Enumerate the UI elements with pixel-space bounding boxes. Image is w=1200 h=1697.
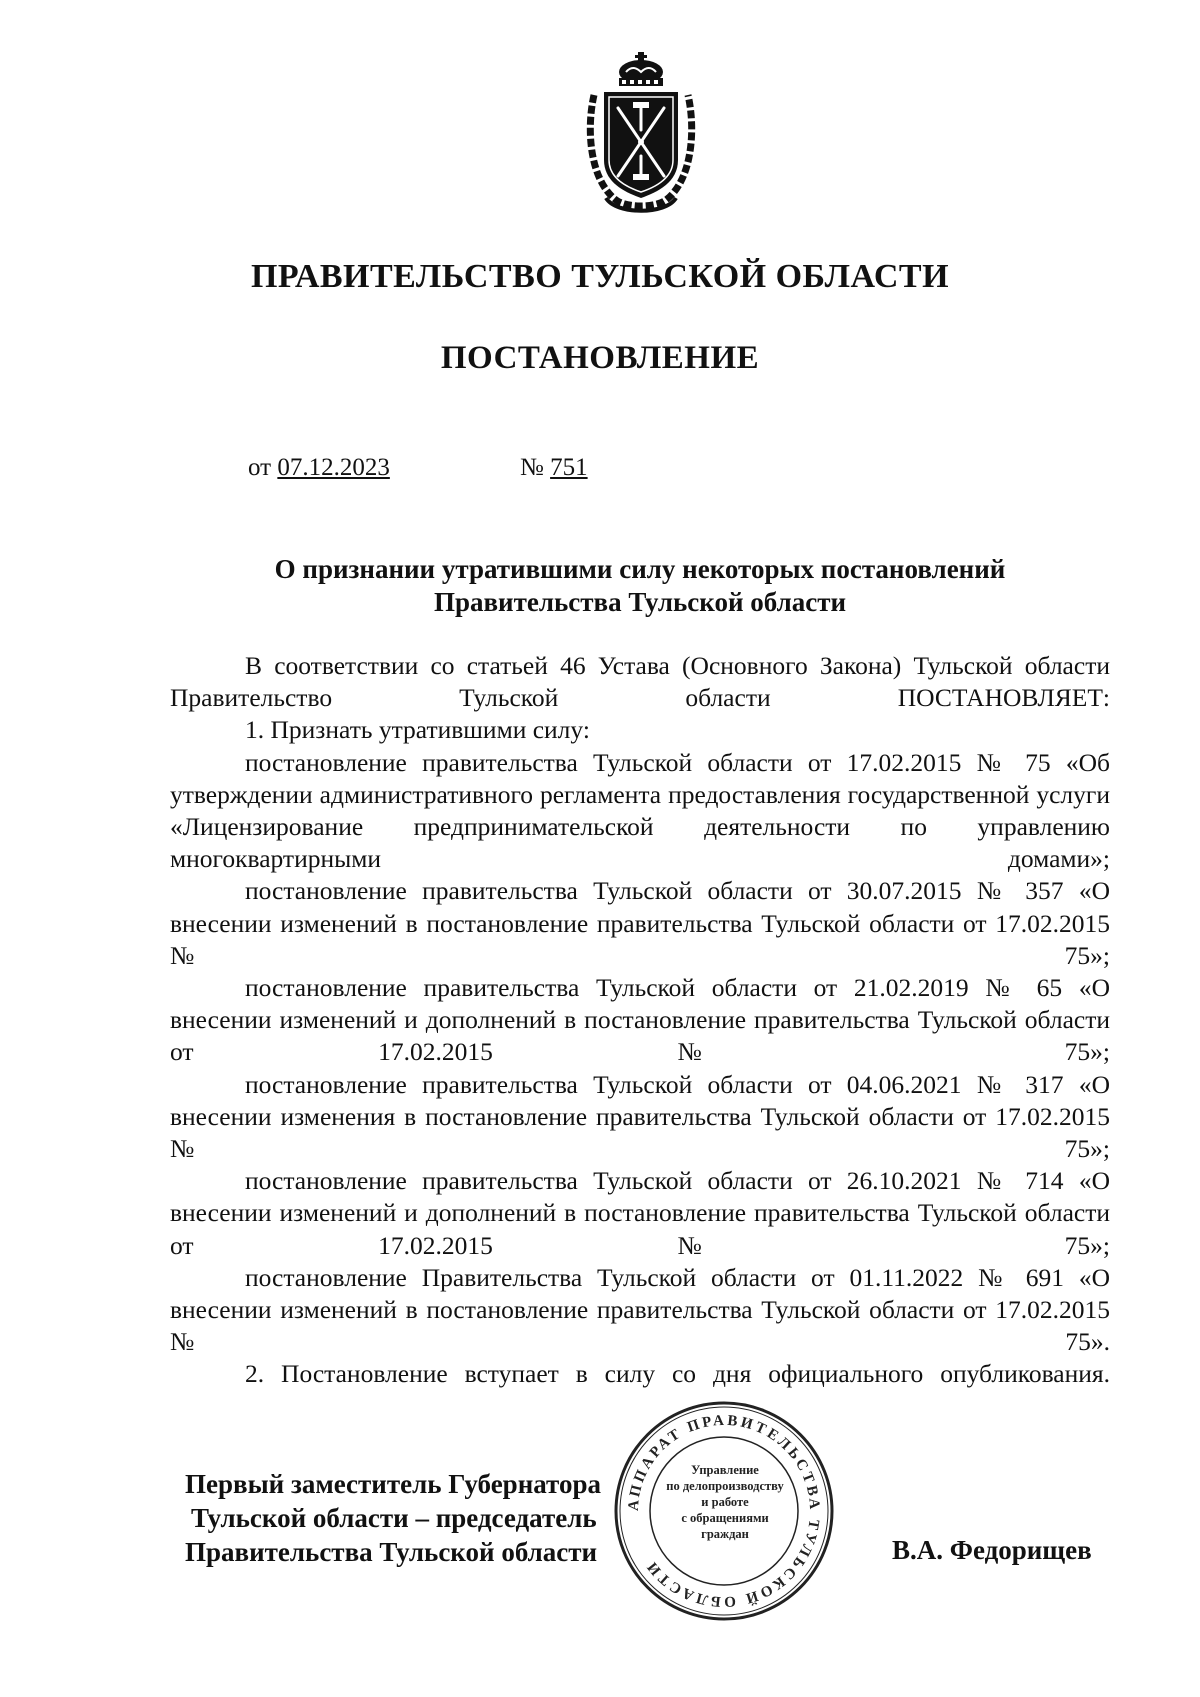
repealed-act: постановление правительства Тульской области от 17.02.2015 № 75 «Об утверждении административного регламента предоставления государственной услуги «Лицензирование предпринимательской деятельности по управлению многоквартирными домами»; [170, 747, 1110, 874]
item-2: 2. Постановление вступает в силу со дня официального опубликования. [245, 1359, 1110, 1389]
document-date [248, 454, 390, 482]
date-prefix: от [248, 454, 272, 481]
repealed-act: постановление Правительства Тульской области от 01.11.2022 № 691 «О внесении изменений в постановление правительства Тульской области от 17.02.2015 № 75». [170, 1262, 1110, 1357]
document-number [520, 454, 588, 482]
item-1: 1. Признать утратившими силу: [245, 715, 590, 745]
repealed-act: постановление правительства Тульской области от 04.06.2021 № 317 «О внесении изменения в постановление правительства Тульской области от 17.02.2015 № 75»; [170, 1069, 1110, 1164]
coat-of-arms-icon [586, 50, 696, 220]
repealed-act: постановление правительства Тульской области от 21.02.2019 № 65 «О внесении изменений и дополнений в постановление правительства Тульской области от 17.02.2015 № 75»; [170, 973, 1110, 1067]
number-prefix: № [520, 454, 544, 481]
stamp-line: граждан [701, 1527, 749, 1541]
signatory-name: В.А. Федорищев [892, 1535, 1092, 1565]
repealed-act: постановление правительства Тульской области от 30.07.2015 № 357 «О внесении изменений в постановление правительства Тульской области от 17.02.2015 № 75»; [170, 876, 1110, 970]
signatory-position [185, 1467, 601, 1569]
document-body [170, 650, 1110, 1391]
organization-title: ПРАВИТЕЛЬСТВО ТУЛЬСКОЙ ОБЛАСТИ [250, 258, 950, 295]
subject-line-2: Правительства Тульской области [433, 587, 847, 617]
stamp-line: и работе [701, 1495, 749, 1509]
number-value: 751 [550, 454, 588, 481]
position-line-1: Первый заместитель Губернатора [185, 1469, 601, 1499]
position-line-2: Тульской области – председатель [191, 1503, 597, 1533]
stamp-line: Управление [691, 1463, 759, 1477]
document-subject [170, 553, 1110, 619]
stamp-center-text [640, 1462, 810, 1542]
stamp-ring-text: АППАРАТ ПРАВИТЕЛЬСТВА ТУЛЬСКОЙ ОБЛАСТИ [625, 1412, 823, 1610]
stamp-line: по делопроизводству [666, 1479, 784, 1493]
stamp-line: с обращениями [681, 1511, 769, 1525]
document-type: ПОСТАНОВЛЕНИЕ [440, 340, 760, 376]
intro-paragraph: В соответствии со статьей 46 Устава (Основного Закона) Тульской области Правительство Тульской области ПОСТАНОВЛЯЕТ: [170, 651, 1110, 713]
date-value: 07.12.2023 [277, 454, 390, 481]
repealed-act: постановление правительства Тульской области от 26.10.2021 № 714 «О внесении изменений и дополнений в постановление правительства Тульской области от 17.02.2015 № 75»; [170, 1166, 1110, 1260]
position-line-3: Правительства Тульской области [185, 1537, 598, 1567]
subject-line-1: О признании утратившими силу некоторых постановлений [274, 554, 1006, 584]
